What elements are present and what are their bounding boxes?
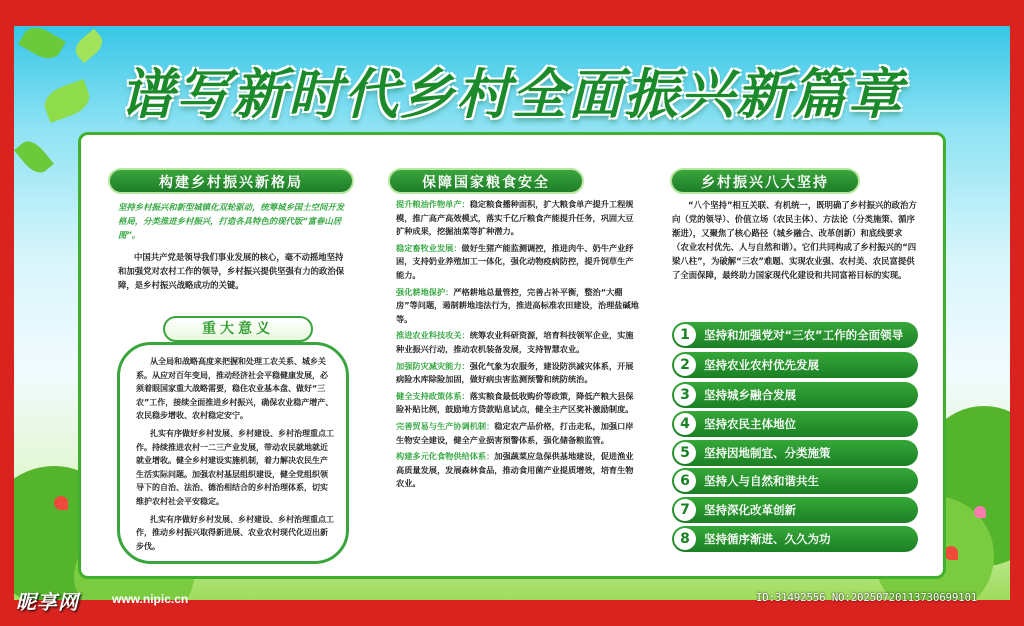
middle-list-item: 推进农业科技攻关：统筹农业科研资源，培育科技领军企业，实施种业振兴行动，推动农机装备发展，支持智慧农业。 [396,330,634,354]
middle-list-item: 完善贸易与生产协调机制：稳定农产品价格，打击走私，加强口岸生物安全建设，健全产业损害预警体系，强化储备粮监管。 [396,420,634,445]
left-body-text: 中国共产党是领导我们事业发展的核心，毫不动摇地坚持和加强党对农村工作的领导，乡村振兴提供坚强有力的政治保障，是乡村振兴战略成功的关键。 [118,252,345,290]
middle-list-item: 构建多元化食物供给体系：加强蔬菜应急保供基地建设，促进渔业高质量发展，发展森林食品，推动食用菌产业提质增效，培育生物农业。 [396,451,634,489]
flower-decoration [974,506,986,518]
flower-decoration [54,496,68,510]
number-badge: 1 [674,324,696,346]
principle-item: 4 坚持农民主体地位 [672,411,918,437]
significance-box [117,342,349,564]
significance-heading: 重大意义 [163,316,313,342]
principle-item: 3 坚持城乡融合发展 [672,382,918,408]
principle-item: 8 坚持循序渐进、久久为功 [672,526,918,552]
image-id-line: ID:31492556 NO:20250720113730699101 [756,592,978,604]
number-badge: 6 [674,470,696,492]
significance-paragraph: 从全局和战略高度来把握和处理工农关系、城乡关系。从应对百年变局，推动经济社会平稳健康发展，必须着眼国家重大战略需要，稳住农业基本盘、做好“三农”工作，接续全面推进乡村振兴，确保农业稳产增产、农民稳步增收、农村稳定安宁。 [136,357,334,421]
site-url: www.nipic.cn [112,592,189,606]
number-badge: 8 [674,528,696,550]
right-section-heading: 乡村振兴八大坚持 [670,168,860,194]
leaf-decoration [18,26,66,64]
middle-list-item: 强化耕地保护：严格耕地总量管控，完善占补平衡，整治“大棚房”等问题，遏制耕地违法行为，推进高标准农田建设，治理盐碱地等。 [396,286,639,324]
principle-item: 1 坚持和加强党对“三农”工作的全面领导 [672,322,918,348]
middle-list-item: 加强防灾减灾能力：强化气象为农服务，建设防洪减灾体系，开展病险水库除险加固，做好病虫害监测预警和统防统治。 [396,360,634,385]
leaf-decoration [14,136,54,178]
middle-list-item: 提升粮油作物单产：稳定粮食播种面积，扩大粮食单产提升工程规模，推广高产高效模式，落实千亿斤粮食产能提升任务，巩固大豆扩种成果，挖掘油菜等扩种潜力。 [396,199,634,237]
middle-list-item: 健全支持政策体系：落实粮食最低收购价等政策，降低产粮大县保险补贴比例，鼓励地方贷款贴息试点，健全主产区奖补激励制度。 [396,390,634,415]
poster-title: 谱写新时代乡村全面振兴新篇章 [120,63,904,126]
right-intro [672,198,918,282]
number-badge: 2 [674,354,696,376]
number-badge: 3 [674,384,696,406]
middle-section-heading: 保障国家粮食安全 [388,168,584,194]
number-badge: 5 [674,442,696,464]
principle-item: 7 坚持深化改革创新 [672,497,918,523]
left-intro-highlight: 坚持乡村振兴和新型城镇化双轮驱动，统筹城乡国土空间开发格局，分类推进乡村振兴，打造各具特色的现代版“富春山居图”。 [118,202,345,240]
right-intro-text: “八个坚持”相互关联、有机统一，既明确了乡村振兴的政治方向（党的领导）、价值立场（农民主体）、方法论（分类施策、循序渐进），又聚焦了核心路径（城乡融合、改革创新）和底线要求（农业农村优先、人与自然和谐）。它们共同构成了乡村振兴的“四梁八柱”，为破解“三农”难题、实现农业强、农村美、农民富提供了全面保障，最终助力国家现代化建设和共同富裕目标的实现。 [672,200,917,280]
number-badge: 7 [674,499,696,521]
number-badge: 4 [674,413,696,435]
significance-paragraph: 扎实有序做好乡村发展、乡村建设、乡村治理重点工作。持续推进农村一二三产业发展，带动农民就地就近就业增收。健全乡村建设实施机制，着力解决农民生产生活实际问题。加强农村基层组织建设，健全党组织领导下的自治、法治、德治相结合的乡村治理体系，切实维护农村社会平安稳定。 [136,428,334,506]
flower-decoration [944,546,958,560]
significance-paragraph: 扎实有序做好乡村发展、乡村建设、乡村治理重点工作，推动乡村振兴取得新进展、农业农村现代化迈出新步伐。 [136,514,334,551]
left-section-heading: 构建乡村振兴新格局 [108,168,354,194]
left-intro [118,200,350,242]
principle-item: 5 坚持因地制宜、分类施策 [672,440,918,466]
principle-item: 2 坚持农业农村优先发展 [672,352,918,378]
site-logo: 昵享网 [16,590,79,614]
middle-list [396,198,640,494]
middle-list-item: 稳定畜牧业发展：做好生猪产能监测调控，推进肉牛、奶牛产业纾困，支持奶业养殖加工一体化，强化动物疫病防控，提升饲草生产能力。 [396,242,634,280]
left-body [118,250,350,292]
principle-item: 6 坚持人与自然和谐共生 [672,468,918,494]
